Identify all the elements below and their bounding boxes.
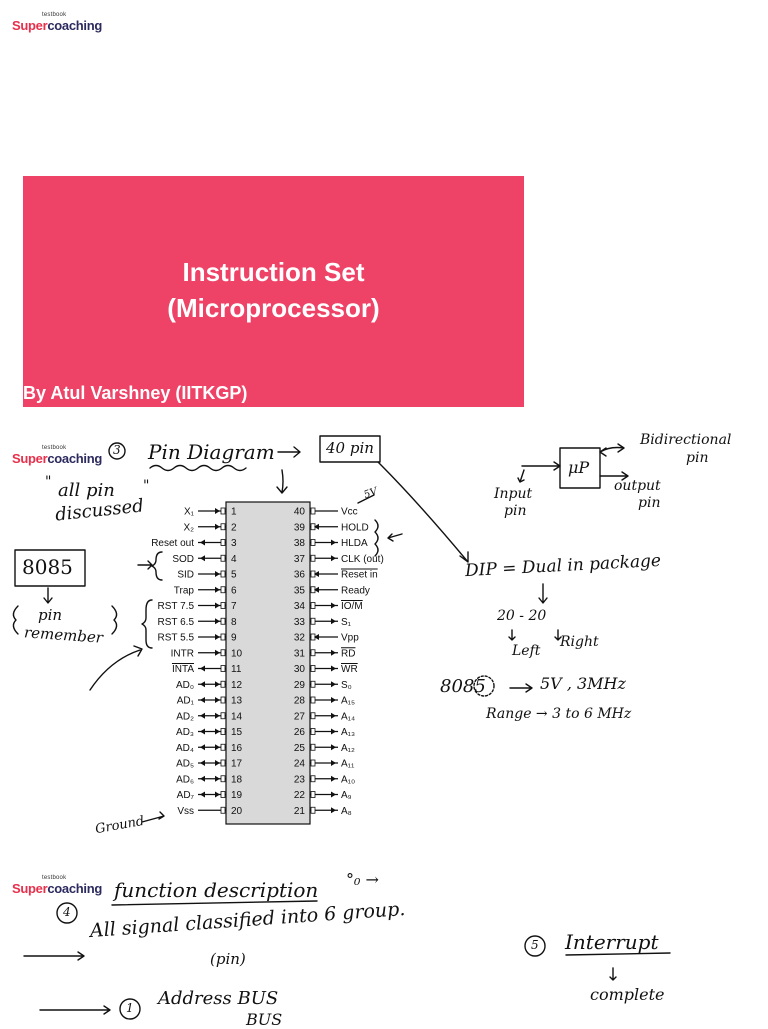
pin-arrowhead bbox=[331, 555, 336, 561]
pin-stub bbox=[221, 744, 225, 750]
pin-8 bbox=[158, 617, 238, 628]
pin-arrowhead bbox=[331, 792, 336, 798]
pin-number: 33 bbox=[293, 616, 305, 628]
all-pin-note: all pin bbox=[58, 480, 115, 501]
pin-number: 31 bbox=[293, 648, 305, 660]
pin-24 bbox=[294, 759, 355, 770]
pin-stub bbox=[311, 760, 315, 766]
pin-3 bbox=[151, 538, 237, 549]
pin-9 bbox=[158, 633, 238, 644]
pin-label: HOLD bbox=[341, 522, 369, 534]
step-3-number: 3 bbox=[113, 443, 121, 457]
pin-number: 8 bbox=[231, 616, 237, 628]
pin-18 bbox=[176, 774, 242, 785]
arrow-to-sod bbox=[138, 561, 152, 569]
output-pin-note: pin bbox=[638, 495, 661, 511]
pin-stub bbox=[311, 666, 315, 672]
pin-number: 37 bbox=[293, 553, 305, 565]
pin-arrowhead bbox=[215, 744, 220, 750]
pin-label: AD₆ bbox=[176, 774, 194, 786]
quote-close: " bbox=[143, 478, 150, 494]
rst-brace bbox=[142, 600, 152, 648]
quote-open: " bbox=[45, 474, 52, 490]
pin-label: AD₁ bbox=[176, 695, 194, 707]
pin-40 bbox=[294, 507, 358, 518]
pin-arrowhead bbox=[215, 681, 220, 687]
pin-label: A₈ bbox=[341, 805, 352, 817]
pin-26 bbox=[294, 727, 355, 738]
pin-label: AD₇ bbox=[176, 790, 194, 801]
bidirectional-note: Bidirectional bbox=[640, 432, 732, 448]
pin-label: Vss bbox=[177, 805, 194, 817]
pin-stub bbox=[311, 792, 315, 798]
pin-label: CLK (out) bbox=[341, 553, 384, 565]
pin-label: AD₄ bbox=[176, 742, 194, 754]
pin-stub bbox=[221, 666, 225, 672]
logo-brand-uper: uper bbox=[20, 18, 48, 33]
pin-27 bbox=[294, 711, 355, 722]
pin-stub bbox=[221, 760, 225, 766]
logo-brand-uper: uper bbox=[20, 881, 48, 896]
colon-arrow-note: °₀ → bbox=[346, 870, 379, 889]
pin-number: 7 bbox=[231, 601, 237, 612]
pin-12 bbox=[176, 680, 243, 691]
pin-label: RST 6.5 bbox=[157, 616, 194, 628]
pin-number: 36 bbox=[293, 569, 305, 581]
pin-arrowhead bbox=[200, 666, 205, 672]
pin-label: A₁₃ bbox=[341, 727, 356, 738]
pin-stub bbox=[221, 713, 225, 719]
logo-brand-s: S bbox=[12, 881, 21, 896]
pin-diagram-heading: Pin Diagram bbox=[148, 440, 275, 464]
right-note: Right bbox=[560, 634, 599, 650]
pin-arrowhead bbox=[200, 760, 205, 766]
arrow-to-interrupts bbox=[90, 646, 142, 690]
pin-arrowhead bbox=[331, 807, 336, 813]
chip-8085-label: 8085 bbox=[22, 555, 73, 579]
pin-label: Trap bbox=[173, 585, 194, 597]
pin-number: 12 bbox=[231, 679, 243, 691]
pin-stub bbox=[221, 681, 225, 687]
pin-stub bbox=[311, 603, 315, 609]
logo-small-text: testbook bbox=[42, 12, 67, 18]
pin-stub bbox=[221, 555, 225, 561]
pin-label: AD₀ bbox=[175, 679, 194, 691]
pin-arrowhead bbox=[331, 729, 336, 735]
pin-11 bbox=[172, 664, 242, 675]
pin-arrowhead bbox=[215, 587, 220, 593]
pin-number: 6 bbox=[231, 585, 237, 597]
pin-arrowhead bbox=[200, 540, 205, 546]
banner-author: By Atul Varshney (IITKGP) bbox=[23, 383, 248, 403]
pin-label: RST 5.5 bbox=[157, 632, 194, 644]
address-arrow bbox=[40, 1006, 110, 1014]
pin-arrowhead bbox=[200, 555, 205, 561]
pin-arrowhead bbox=[331, 697, 336, 703]
pin-arrowhead bbox=[331, 713, 336, 719]
pin-label: SID bbox=[177, 569, 194, 581]
pin-stub bbox=[221, 587, 225, 593]
pin-stub bbox=[221, 697, 225, 703]
pin-arrowhead bbox=[331, 540, 336, 546]
pin-number: 24 bbox=[293, 758, 305, 770]
pin-number: 1 bbox=[231, 506, 237, 518]
pin-arrowhead bbox=[331, 666, 336, 672]
pin-word: pin bbox=[38, 606, 63, 624]
arrow-down-remember bbox=[44, 588, 52, 603]
pin-21 bbox=[294, 806, 352, 817]
pin-number: 17 bbox=[231, 758, 243, 770]
pin-29 bbox=[294, 680, 352, 691]
pin-label: A₁₅ bbox=[341, 695, 356, 707]
pin-number: 16 bbox=[231, 742, 243, 754]
pin-stub bbox=[221, 729, 225, 735]
pin-arrowhead bbox=[200, 776, 205, 782]
output-note: output bbox=[614, 478, 661, 494]
logo-brand-coaching: coaching bbox=[47, 451, 103, 466]
pin-label: HLDA bbox=[341, 538, 368, 549]
title-line-1: Instruction Set bbox=[182, 257, 365, 287]
pin-number: 14 bbox=[231, 711, 243, 723]
pin-number: 10 bbox=[231, 648, 243, 660]
pin-23 bbox=[294, 774, 355, 785]
pin-stub bbox=[221, 792, 225, 798]
pin-20 bbox=[177, 806, 242, 817]
pin-34 bbox=[294, 601, 363, 612]
pin-number: 25 bbox=[293, 742, 305, 754]
step-5-number: 5 bbox=[531, 938, 539, 952]
range-note: Range → 3 to 6 MHz bbox=[486, 706, 632, 722]
pin-stub bbox=[311, 713, 315, 719]
mp-bidir-arrow bbox=[600, 444, 624, 456]
pin-arrowhead bbox=[215, 508, 220, 514]
address-bus-note: Address BUS bbox=[158, 988, 279, 1009]
pin-number: 20 bbox=[231, 805, 243, 817]
specs-note: 5V , 3MHz bbox=[540, 674, 626, 693]
pin-7 bbox=[158, 601, 238, 612]
pin-30 bbox=[294, 664, 358, 675]
pin-label: WR bbox=[341, 664, 358, 675]
input-pointer bbox=[518, 470, 524, 482]
pin-number: 28 bbox=[293, 695, 305, 707]
split-note: 20 - 20 bbox=[497, 608, 547, 624]
pin-label: A₁₄ bbox=[341, 711, 356, 723]
pin-number: 11 bbox=[231, 664, 242, 675]
bus-partial-note: BUS bbox=[246, 1010, 283, 1029]
dip-definition: DIP = Dual in package bbox=[464, 550, 662, 582]
pin-arrowhead bbox=[215, 524, 220, 530]
logo-brand-coaching: coaching bbox=[47, 18, 103, 33]
pin-label: A₁₀ bbox=[341, 774, 356, 786]
logo-brand-coaching: coaching bbox=[47, 881, 103, 896]
bidirectional-pin-note: pin bbox=[686, 450, 709, 466]
pin-22 bbox=[294, 790, 352, 801]
pin-stub bbox=[311, 807, 315, 813]
logo-small-text: testbook bbox=[42, 445, 67, 451]
pin-label: X₁ bbox=[183, 506, 194, 518]
pin-number: 3 bbox=[231, 538, 237, 549]
pin-stub bbox=[311, 650, 315, 656]
pin-arrowhead bbox=[200, 744, 205, 750]
pin-arrowhead bbox=[331, 760, 336, 766]
pin-arrowhead bbox=[215, 792, 220, 798]
vcc-5v-note: 5V bbox=[362, 486, 380, 501]
pin-number: 9 bbox=[231, 632, 237, 644]
pin-number: 5 bbox=[231, 569, 237, 581]
pin-label: Reset out bbox=[151, 538, 194, 549]
pin-label: AD₅ bbox=[176, 758, 194, 770]
pin-number: 18 bbox=[231, 774, 243, 786]
pin-32 bbox=[294, 633, 359, 644]
left-note: Left bbox=[512, 643, 541, 659]
pin-label: Ready bbox=[341, 585, 370, 597]
discussed-note: discussed bbox=[54, 495, 145, 526]
pin-stub bbox=[221, 524, 225, 530]
pin-arrowhead bbox=[200, 713, 205, 719]
pin-arrowhead bbox=[200, 792, 205, 798]
pin-arrowhead bbox=[200, 681, 205, 687]
sod-sid-brace bbox=[152, 552, 162, 580]
pin-number: 13 bbox=[231, 695, 243, 707]
title-line-2: (Microprocessor) bbox=[167, 293, 380, 323]
pin-stub bbox=[311, 508, 315, 514]
pin-38 bbox=[294, 538, 368, 549]
ground-note: Ground bbox=[94, 813, 146, 838]
pin-label: A₉ bbox=[341, 790, 352, 801]
pin-arrowhead bbox=[331, 776, 336, 782]
pin-stub bbox=[221, 618, 225, 624]
input-note: Input bbox=[494, 486, 533, 502]
pin-stub bbox=[221, 634, 225, 640]
pin-number: 40 bbox=[293, 506, 305, 518]
forty-pin-note: 40 pin bbox=[326, 439, 374, 457]
pin-stub bbox=[311, 540, 315, 546]
pin-stub bbox=[311, 744, 315, 750]
pin-33 bbox=[294, 617, 352, 628]
mp-label: μP bbox=[568, 458, 590, 477]
function-description-heading: function description bbox=[114, 878, 319, 902]
pin-arrowhead bbox=[200, 729, 205, 735]
pin-arrowhead bbox=[331, 650, 336, 656]
pin-13 bbox=[177, 696, 243, 707]
step-4-number: 4 bbox=[63, 905, 71, 919]
pin-arrowhead bbox=[200, 697, 205, 703]
pin-paren-note: (pin) bbox=[210, 950, 246, 968]
arrow-to-complete bbox=[610, 968, 616, 980]
pin-stub bbox=[311, 555, 315, 561]
pin-19 bbox=[177, 790, 243, 801]
pin-number: 34 bbox=[293, 601, 305, 612]
pin-31 bbox=[294, 648, 356, 659]
pin-arrowhead bbox=[331, 603, 336, 609]
pin-arrowhead bbox=[215, 760, 220, 766]
pin-stub bbox=[311, 729, 315, 735]
logo-small-text: testbook bbox=[42, 875, 67, 881]
pin-stub bbox=[311, 681, 315, 687]
pin-number: 32 bbox=[293, 632, 305, 644]
pin-stub bbox=[221, 540, 225, 546]
pin-17 bbox=[176, 759, 242, 770]
pin-10 bbox=[171, 648, 243, 659]
remember-note: remember bbox=[23, 623, 104, 647]
pin-label: A₁₁ bbox=[341, 758, 355, 770]
pin-arrowhead bbox=[215, 571, 220, 577]
pin-25 bbox=[294, 743, 355, 754]
pin-number: 2 bbox=[231, 522, 237, 534]
pin-arrowhead bbox=[331, 618, 336, 624]
pin-number: 15 bbox=[231, 727, 243, 738]
pin-arrowhead bbox=[215, 603, 220, 609]
pin-16 bbox=[176, 743, 243, 754]
testbook-logo-3 bbox=[12, 875, 102, 897]
left-right-arrows bbox=[509, 630, 561, 640]
pin-number: 19 bbox=[231, 790, 243, 801]
step-1-number: 1 bbox=[126, 1001, 134, 1015]
arrow-to-vss bbox=[142, 812, 164, 822]
pin-label: S₁ bbox=[341, 616, 352, 628]
pin-label: IO/M bbox=[341, 601, 363, 612]
complete-note: complete bbox=[590, 985, 665, 1004]
pin-label: AD₂ bbox=[176, 711, 194, 723]
pin-arrowhead bbox=[331, 744, 336, 750]
pin-arrowhead bbox=[215, 713, 220, 719]
pin-number: 35 bbox=[293, 585, 305, 597]
pin-diagram-underline bbox=[150, 466, 246, 471]
pin-label: A₁₂ bbox=[341, 742, 355, 754]
pin-stub bbox=[221, 603, 225, 609]
pin-label: AD₃ bbox=[176, 727, 194, 738]
pin-14 bbox=[176, 711, 242, 722]
arrow-to-hold bbox=[388, 534, 402, 541]
logo-brand-s: S bbox=[12, 18, 21, 33]
pin-number: 23 bbox=[293, 774, 305, 786]
pin-stub bbox=[221, 776, 225, 782]
pin-number: 4 bbox=[231, 553, 237, 565]
interrupt-heading: Interrupt bbox=[565, 930, 659, 954]
pin-label: Reset in bbox=[341, 569, 378, 581]
pin-label: Vcc bbox=[341, 506, 358, 518]
model-note: 8085 bbox=[440, 676, 486, 697]
pin-arrowhead bbox=[215, 650, 220, 656]
pin-stub bbox=[311, 776, 315, 782]
pin-number: 29 bbox=[293, 679, 305, 691]
pin-number: 38 bbox=[293, 538, 305, 549]
pin-stub bbox=[221, 508, 225, 514]
pin-arrowhead bbox=[215, 729, 220, 735]
pin-arrowhead bbox=[215, 697, 220, 703]
pin-number: 22 bbox=[293, 790, 305, 801]
pin-15 bbox=[176, 727, 243, 738]
pin-label: INTR bbox=[170, 648, 194, 660]
pin-label: X₂ bbox=[183, 522, 194, 534]
pin-label: RD bbox=[341, 648, 356, 660]
pin-stub bbox=[221, 807, 225, 813]
arrow-to-dip bbox=[378, 462, 468, 562]
logo-brand-uper: uper bbox=[20, 451, 48, 466]
logo-brand-s: S bbox=[12, 451, 21, 466]
pin-arrowhead bbox=[215, 618, 220, 624]
pin-label: INTA bbox=[171, 664, 194, 675]
pin-arrowhead bbox=[215, 634, 220, 640]
pin-number: 30 bbox=[293, 664, 305, 675]
pin-stub bbox=[311, 697, 315, 703]
mp-input-arrow bbox=[522, 462, 560, 470]
pin-number: 21 bbox=[293, 805, 305, 817]
pin-number: 39 bbox=[293, 522, 305, 534]
pin-label: SOD bbox=[172, 553, 194, 565]
pin-number: 26 bbox=[293, 727, 305, 738]
pin-arrowhead bbox=[215, 776, 220, 782]
arrow-to-split bbox=[539, 584, 547, 603]
arrow-to-40pin bbox=[278, 447, 300, 457]
pin-number: 27 bbox=[293, 711, 305, 723]
pin-label: Vpp bbox=[341, 632, 359, 644]
arrow-down-chip bbox=[277, 470, 287, 493]
input-pin-note: pin bbox=[504, 503, 527, 519]
logo-brand bbox=[12, 881, 102, 896]
all-signal-note: All signal classified into 6 group. bbox=[89, 897, 407, 942]
pin-stub bbox=[221, 571, 225, 577]
pin-label: RST 7.5 bbox=[157, 601, 194, 612]
pin-arrowhead bbox=[331, 681, 336, 687]
pin-label: S₀ bbox=[341, 679, 352, 691]
arrow-to-specs bbox=[510, 684, 532, 692]
all-arrow bbox=[24, 952, 84, 960]
pin-stub bbox=[221, 650, 225, 656]
pin-28 bbox=[294, 696, 355, 707]
hold-hlda-brace bbox=[375, 520, 378, 556]
pin-stub bbox=[311, 618, 315, 624]
